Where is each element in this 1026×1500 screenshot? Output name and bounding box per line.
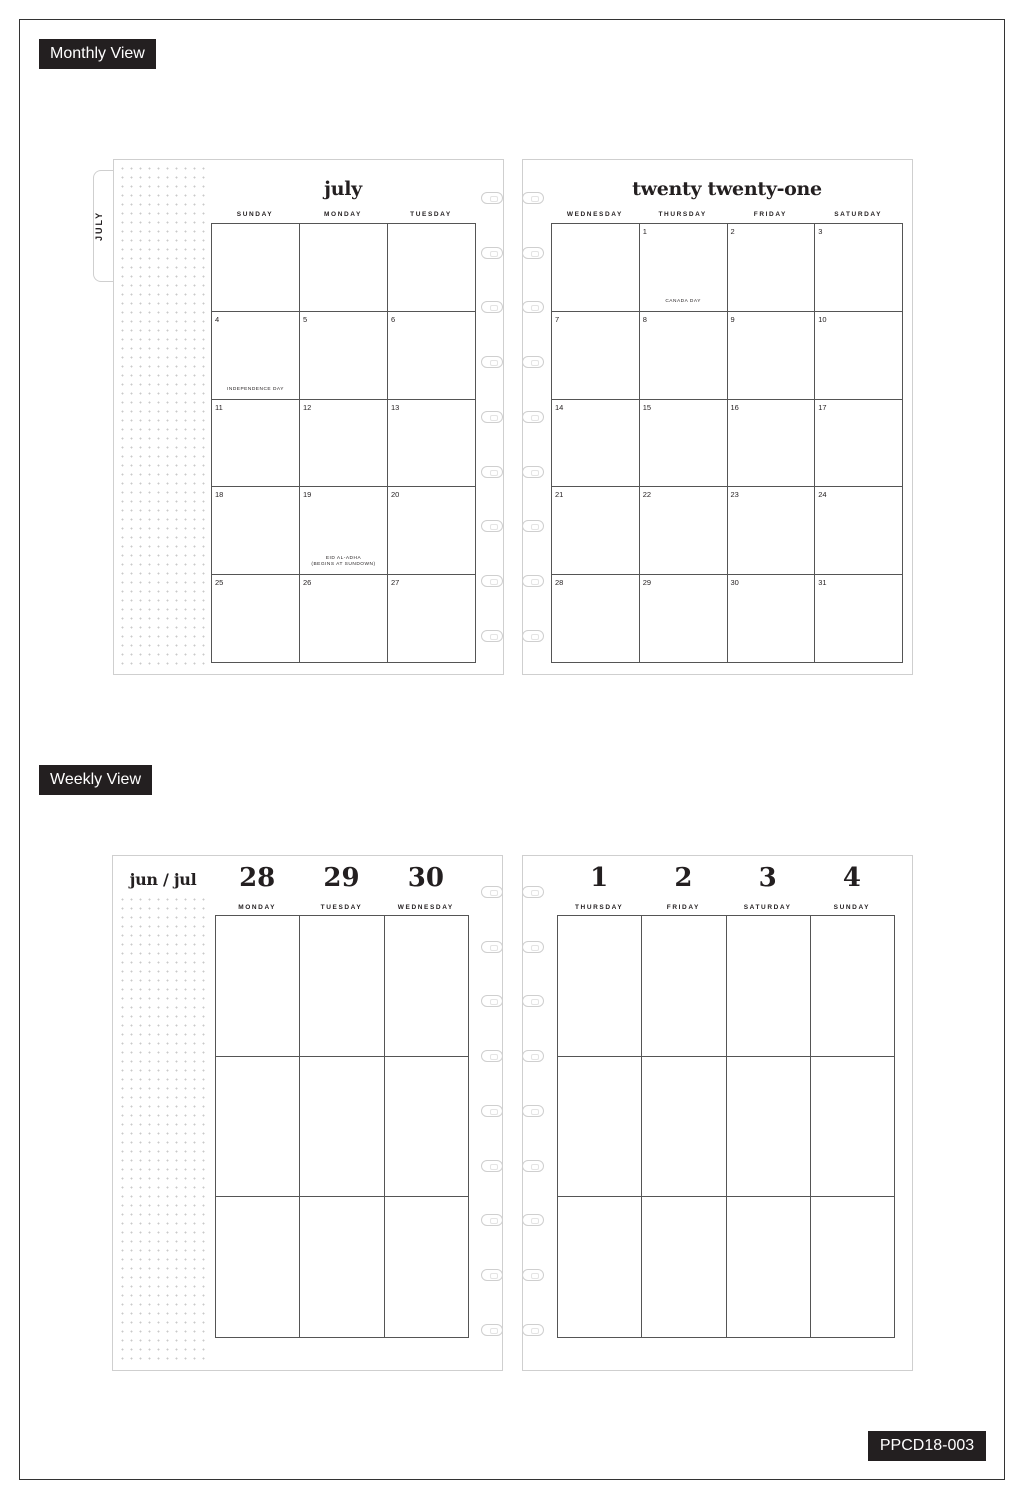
binder-ring xyxy=(522,886,544,898)
binder-ring xyxy=(522,630,544,642)
binder-ring xyxy=(481,630,503,642)
sku-label: PPCD18-003 xyxy=(868,1431,986,1461)
holiday-label: CANADA DAY xyxy=(665,298,701,304)
binder-ring xyxy=(522,1269,544,1281)
date-number: 14 xyxy=(555,402,564,412)
date-number: 3 xyxy=(818,227,823,236)
calendar-day-cell[interactable] xyxy=(552,487,640,575)
binder-ring xyxy=(522,1214,544,1226)
calendar-day-cell[interactable] xyxy=(640,312,728,400)
calendar-day-cell[interactable] xyxy=(212,312,300,400)
calendar-day-cell[interactable] xyxy=(212,487,300,575)
week-day-name: SATURDAY xyxy=(743,904,792,911)
holiday-label: INDEPENDENCE DAY xyxy=(227,386,284,392)
week-day-name: THURSDAY xyxy=(574,904,624,911)
calendar-day-cell[interactable] xyxy=(728,575,816,663)
binder-ring xyxy=(522,1050,544,1062)
binder-ring xyxy=(481,466,503,478)
binder-ring xyxy=(481,411,503,423)
calendar-day-cell[interactable] xyxy=(388,487,476,575)
binder-ring xyxy=(522,575,544,587)
binder-ring xyxy=(481,1324,503,1336)
date-number: 13 xyxy=(391,402,400,412)
binder-ring xyxy=(522,1324,544,1336)
week-date-number: 30 xyxy=(407,863,444,893)
binder-ring xyxy=(481,941,503,953)
date-number: 31 xyxy=(818,578,827,588)
day-header: TUESDAY xyxy=(410,211,452,218)
calendar-day-cell[interactable] xyxy=(212,224,300,312)
calendar-day-cell[interactable] xyxy=(815,224,903,312)
calendar-day-cell[interactable] xyxy=(640,400,728,488)
monthly-view-label: Monthly View xyxy=(39,39,156,69)
day-header: SATURDAY xyxy=(834,211,883,218)
planner-cell[interactable] xyxy=(811,1057,895,1198)
date-number: 17 xyxy=(818,402,827,412)
binder-ring xyxy=(522,941,544,953)
date-number: 5 xyxy=(303,314,308,324)
calendar-day-cell[interactable] xyxy=(300,400,388,488)
planner-cell[interactable] xyxy=(300,1057,384,1198)
date-number: 4 xyxy=(215,314,220,324)
date-number: 6 xyxy=(391,314,396,324)
calendar-day-cell[interactable] xyxy=(388,400,476,488)
binder-ring xyxy=(522,1160,544,1172)
day-header: WEDNESDAY xyxy=(566,211,623,218)
binder-ring xyxy=(481,1269,503,1281)
calendar-day-cell[interactable] xyxy=(552,224,640,312)
date-number: 18 xyxy=(215,490,224,500)
planner-cell[interactable] xyxy=(727,1197,811,1338)
dot-grid xyxy=(118,895,208,1365)
binder-ring xyxy=(522,247,544,259)
day-header: MONDAY xyxy=(324,211,362,218)
binder-ring xyxy=(481,575,503,587)
calendar-day-cell[interactable] xyxy=(640,224,728,312)
planner-cell[interactable] xyxy=(300,1197,384,1338)
planner-cell[interactable] xyxy=(642,916,726,1057)
binder-ring xyxy=(481,1160,503,1172)
planner-cell[interactable] xyxy=(300,916,384,1057)
date-number: 23 xyxy=(730,490,739,500)
binder-ring xyxy=(522,356,544,368)
binder-ring xyxy=(481,1214,503,1226)
calendar-day-cell[interactable] xyxy=(300,575,388,663)
date-number: 20 xyxy=(391,490,400,500)
planner-cell[interactable] xyxy=(385,916,469,1057)
planner-cell[interactable] xyxy=(811,916,895,1057)
binder-ring xyxy=(522,411,544,423)
planner-cell[interactable] xyxy=(558,916,642,1057)
calendar-day-cell[interactable] xyxy=(728,487,816,575)
binder-ring xyxy=(522,466,544,478)
dot-grid xyxy=(118,164,208,669)
calendar-day-cell[interactable] xyxy=(300,487,388,575)
calendar-day-cell[interactable] xyxy=(552,400,640,488)
month-tab-label: JULY xyxy=(94,210,104,242)
calendar-day-cell[interactable] xyxy=(815,312,903,400)
date-number: 7 xyxy=(555,314,560,324)
date-number: 28 xyxy=(555,578,564,588)
binder-ring xyxy=(481,301,503,313)
calendar-day-cell[interactable] xyxy=(815,575,903,663)
calendar-day-cell[interactable] xyxy=(640,487,728,575)
weekly-view-label: Weekly View xyxy=(39,765,152,795)
week-date-number: 28 xyxy=(239,863,276,893)
weekly-left-grid xyxy=(215,915,469,1338)
calendar-day-cell[interactable] xyxy=(815,400,903,488)
week-day-name: WEDNESDAY xyxy=(397,904,454,911)
date-number: 8 xyxy=(642,314,647,324)
planner-cell[interactable] xyxy=(642,1197,726,1338)
monthly-right-grid xyxy=(551,223,903,663)
date-number: 21 xyxy=(555,490,564,500)
binder-ring xyxy=(522,520,544,532)
week-date-number: 29 xyxy=(323,863,360,893)
calendar-day-cell[interactable] xyxy=(212,400,300,488)
planner-cell[interactable] xyxy=(811,1197,895,1338)
planner-cell[interactable] xyxy=(216,916,300,1057)
binder-ring xyxy=(481,247,503,259)
binder-ring xyxy=(522,192,544,204)
calendar-day-cell[interactable] xyxy=(388,224,476,312)
week-date-number: 2 xyxy=(674,863,693,893)
date-number: 30 xyxy=(730,578,739,588)
date-number: 16 xyxy=(730,402,739,412)
date-number: 10 xyxy=(818,314,827,324)
binder-ring xyxy=(481,192,503,204)
date-number: 27 xyxy=(391,578,400,588)
binder-ring xyxy=(481,1050,503,1062)
calendar-day-cell[interactable] xyxy=(300,312,388,400)
day-header: SUNDAY xyxy=(236,211,274,218)
calendar-day-cell[interactable] xyxy=(212,575,300,663)
binder-ring xyxy=(481,995,503,1007)
week-date-number: 3 xyxy=(758,863,777,893)
calendar-day-cell[interactable] xyxy=(728,400,816,488)
date-number: 9 xyxy=(730,314,735,324)
date-number: 12 xyxy=(303,402,312,412)
date-number: 29 xyxy=(642,578,652,588)
monthly-left-grid xyxy=(211,223,476,663)
calendar-day-cell[interactable] xyxy=(388,312,476,400)
date-number: 1 xyxy=(642,227,647,236)
week-title: jun / jul xyxy=(129,870,197,889)
month-title: july xyxy=(324,178,362,200)
day-header: THURSDAY xyxy=(658,211,707,218)
binder-ring xyxy=(522,995,544,1007)
calendar-day-cell[interactable] xyxy=(640,575,728,663)
binder-ring xyxy=(481,356,503,368)
week-date-number: 1 xyxy=(590,863,609,893)
date-number: 11 xyxy=(215,402,223,412)
calendar-day-cell[interactable] xyxy=(728,224,816,312)
planner-cell[interactable] xyxy=(558,1197,642,1338)
binder-ring xyxy=(481,886,503,898)
week-day-name: MONDAY xyxy=(238,904,277,911)
week-date-number: 4 xyxy=(842,863,861,893)
planner-cell[interactable] xyxy=(216,1197,300,1338)
week-day-name: SUNDAY xyxy=(833,904,871,911)
holiday-label: EID AL-ADHA (BEGINS AT SUNDOWN) xyxy=(311,556,376,568)
week-day-name: TUESDAY xyxy=(320,904,363,911)
date-number: 22 xyxy=(642,490,652,500)
planner-cell[interactable] xyxy=(216,1057,300,1198)
binder-ring xyxy=(522,301,544,313)
calendar-day-cell[interactable] xyxy=(300,224,388,312)
day-header: FRIDAY xyxy=(753,211,787,218)
binder-ring xyxy=(481,520,503,532)
date-number: 15 xyxy=(642,402,652,412)
calendar-day-cell[interactable] xyxy=(552,575,640,663)
planner-cell[interactable] xyxy=(558,1057,642,1198)
calendar-day-cell[interactable] xyxy=(388,575,476,663)
calendar-day-cell[interactable] xyxy=(815,487,903,575)
planner-cell[interactable] xyxy=(727,916,811,1057)
planner-cell[interactable] xyxy=(385,1197,469,1338)
binder-ring xyxy=(481,1105,503,1117)
date-number: 2 xyxy=(730,227,735,236)
date-number: 25 xyxy=(215,578,224,588)
binder-ring xyxy=(522,1105,544,1117)
planner-cell[interactable] xyxy=(727,1057,811,1198)
date-number: 19 xyxy=(303,490,312,500)
planner-cell[interactable] xyxy=(385,1057,469,1198)
week-day-name: FRIDAY xyxy=(666,904,700,911)
calendar-day-cell[interactable] xyxy=(552,312,640,400)
planner-cell[interactable] xyxy=(642,1057,726,1198)
date-number: 24 xyxy=(818,490,827,500)
weekly-right-grid xyxy=(557,915,895,1338)
year-title: twenty twenty-one xyxy=(632,178,822,200)
calendar-day-cell[interactable] xyxy=(728,312,816,400)
date-number: 26 xyxy=(303,578,312,588)
